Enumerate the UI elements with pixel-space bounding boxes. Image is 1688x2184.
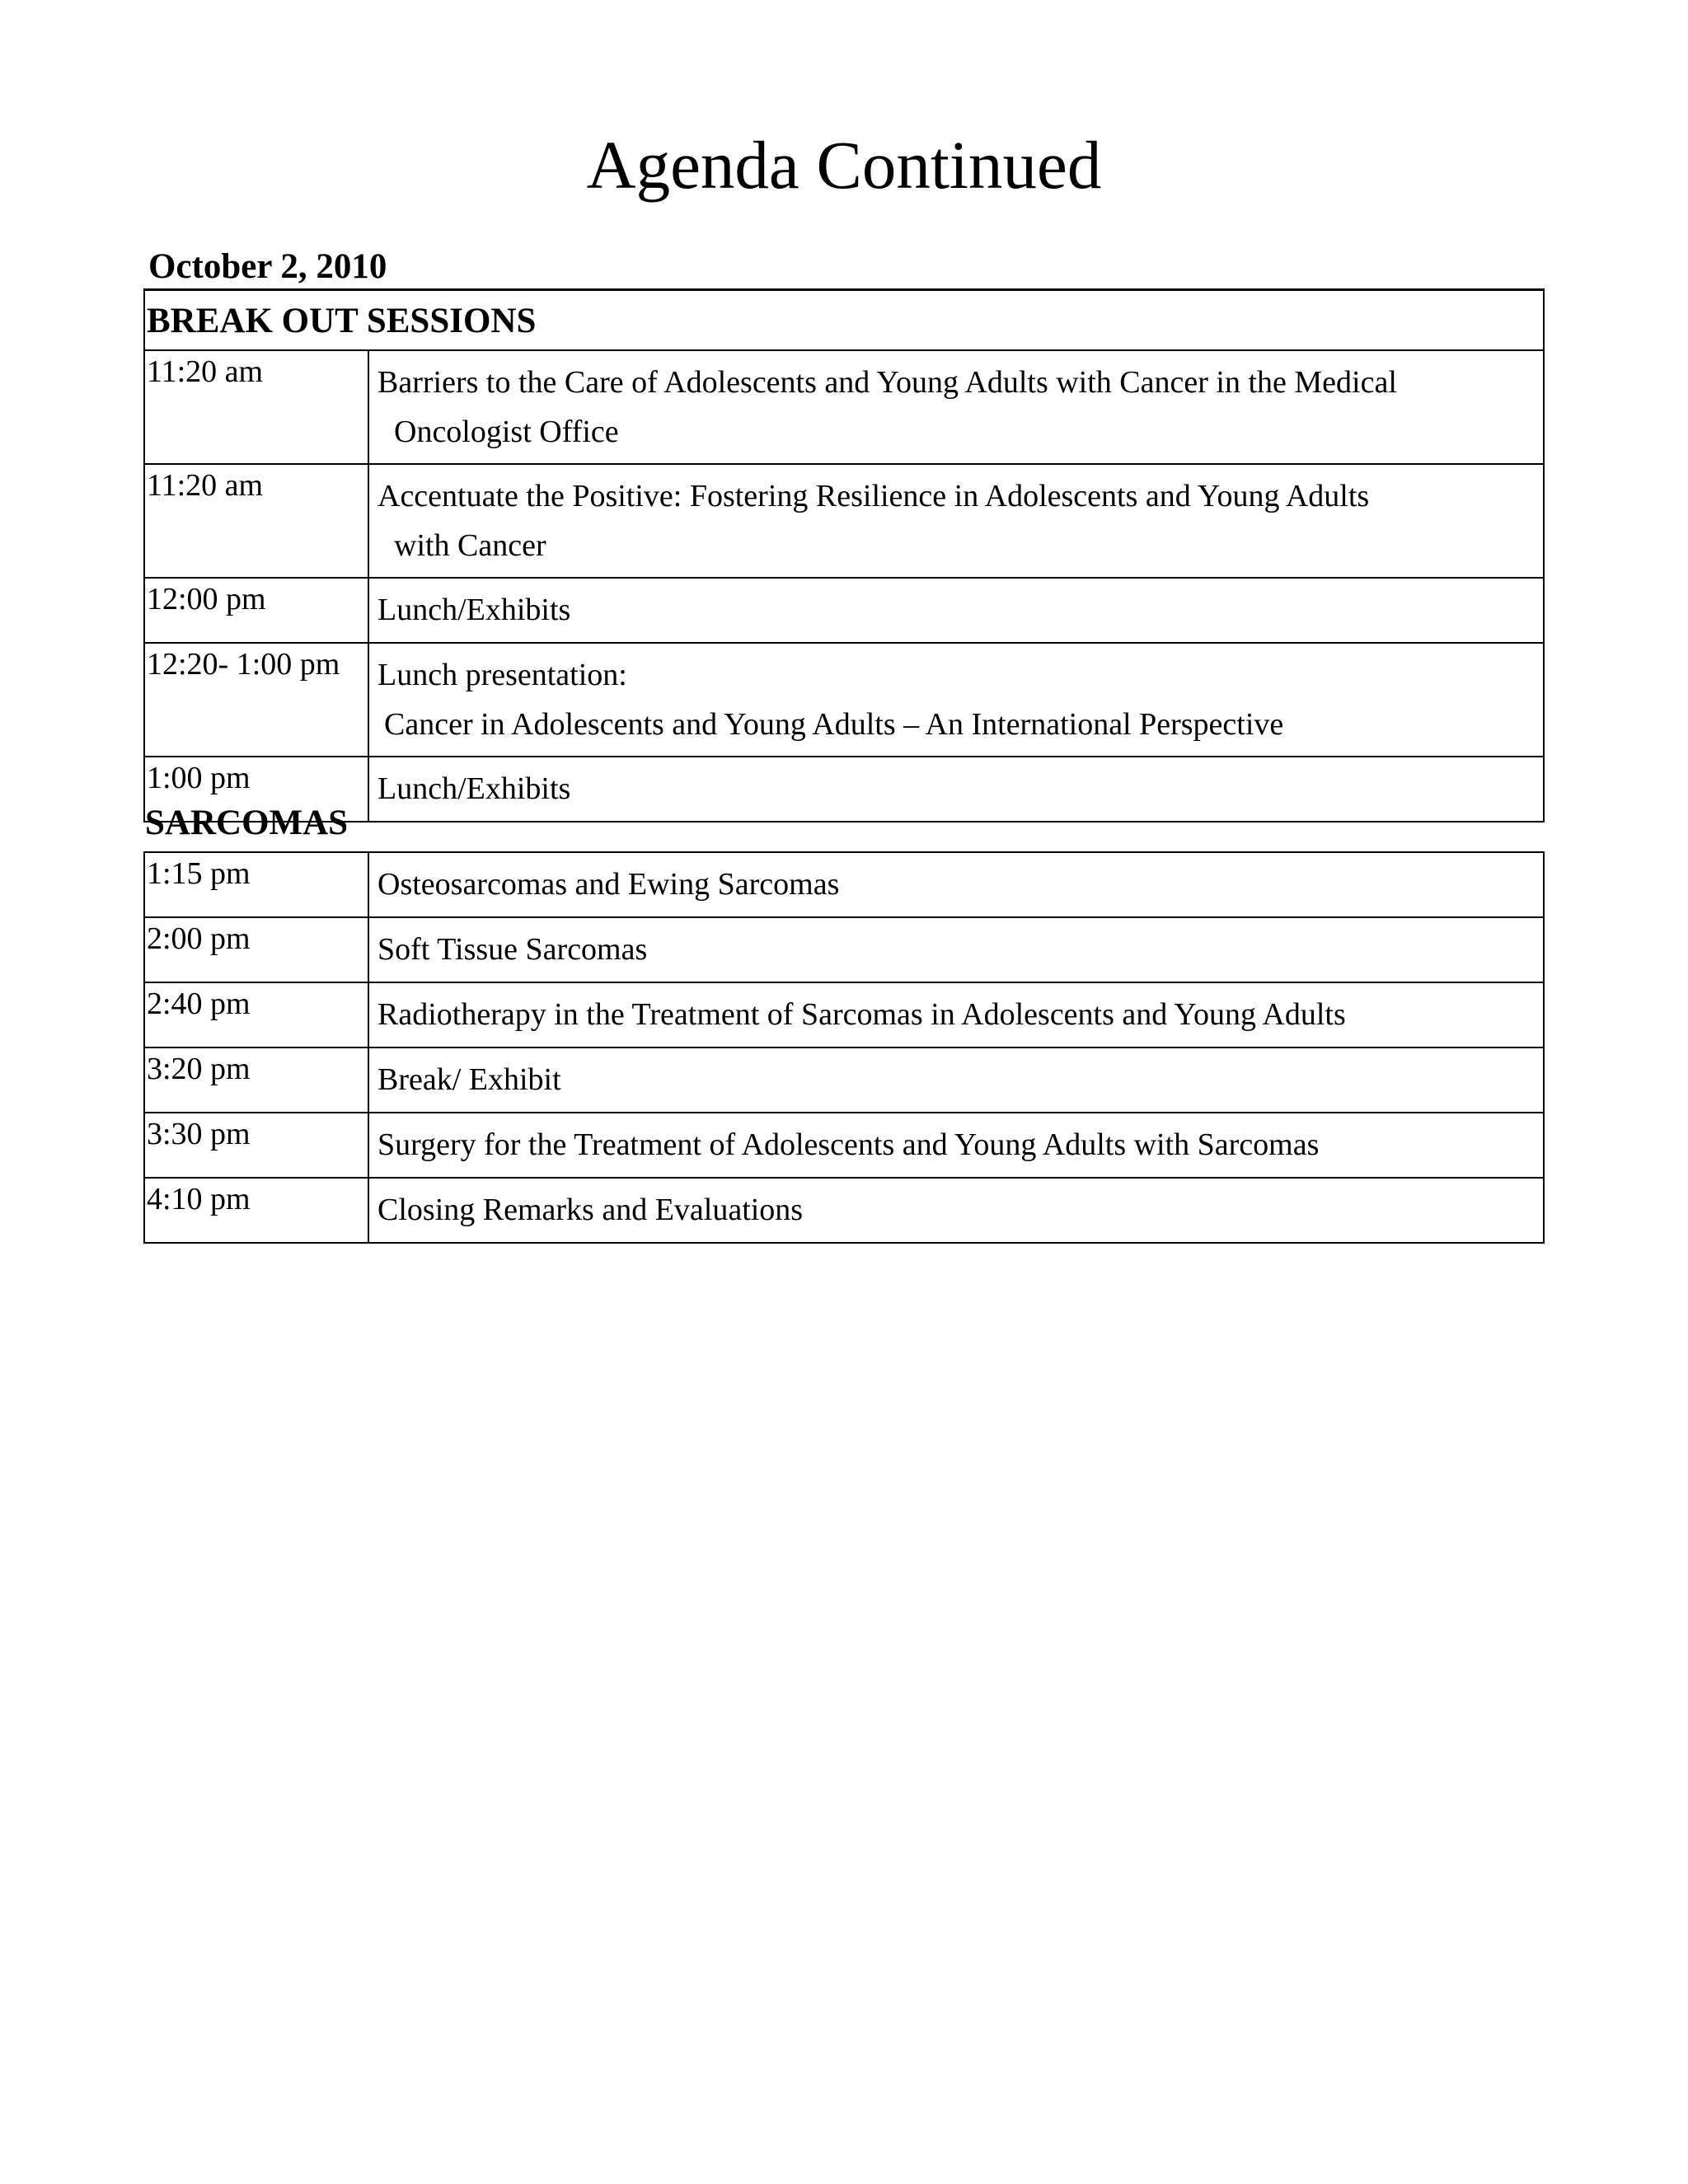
table-row — [144, 852, 1544, 917]
table-row — [144, 1113, 1544, 1178]
session-title — [368, 464, 1544, 578]
session-title: Osteosarcomas and Ewing Sarcomas — [368, 852, 1544, 917]
session-title: Closing Remarks and Evaluations — [368, 1178, 1544, 1243]
session-title-line: with Cancer — [394, 528, 546, 563]
session-time: 1:15 pm — [144, 852, 368, 917]
session-time: 1:00 pm — [144, 757, 368, 822]
session-title: Radiotherapy in the Treatment of Sarcomas in Adolescents and Young Adults — [368, 982, 1544, 1047]
session-time: 2:40 pm — [144, 982, 368, 1047]
session-title-line: Lunch presentation: — [377, 658, 627, 692]
table-row — [144, 1047, 1544, 1113]
table-row — [144, 917, 1544, 982]
session-title-line: Cancer in Adolescents and Young Adults – An International Perspective — [384, 707, 1284, 742]
session-title: Surgery for the Treatment of Adolescents and Young Adults with Sarcomas — [368, 1113, 1544, 1178]
session-time: 12:00 pm — [144, 578, 368, 643]
section-heading: BREAK OUT SESSIONS — [143, 290, 1545, 349]
date-heading: October 2, 2010 — [148, 247, 387, 286]
session-time: 4:10 pm — [144, 1178, 368, 1243]
session-title — [368, 643, 1544, 757]
agenda-section-breakout — [143, 290, 1545, 823]
session-title-line: Accentuate the Positive: Fostering Resilience in Adolescents and Young Adults — [377, 479, 1370, 513]
table-row — [144, 1178, 1544, 1243]
table-row — [144, 464, 1544, 578]
schedule-table — [143, 349, 1545, 823]
agenda-section-sarcomas — [143, 792, 1545, 1244]
session-title: Lunch/Exhibits — [368, 578, 1544, 643]
session-time: 3:30 pm — [144, 1113, 368, 1178]
session-title: Soft Tissue Sarcomas — [368, 917, 1544, 982]
table-row — [144, 643, 1544, 757]
table-row — [144, 578, 1544, 643]
session-title: Break/ Exhibit — [368, 1047, 1544, 1113]
section-heading: SARCOMAS — [145, 804, 349, 842]
session-time: 11:20 am — [144, 464, 368, 578]
session-time: 3:20 pm — [144, 1047, 368, 1113]
session-title: Lunch/Exhibits — [368, 757, 1544, 822]
session-title-line: Barriers to the Care of Adolescents and Young Adults with Cancer in the Medical — [377, 365, 1397, 400]
session-time: 2:00 pm — [144, 917, 368, 982]
page-title: Agenda Continued — [586, 127, 1102, 203]
schedule-table — [143, 851, 1545, 1244]
session-time: 12:20- 1:00 pm — [144, 643, 368, 757]
session-time: 11:20 am — [144, 350, 368, 464]
table-row — [144, 350, 1544, 464]
table-row — [144, 982, 1544, 1047]
session-title — [368, 350, 1544, 464]
session-title-line: Oncologist Office — [394, 415, 619, 449]
